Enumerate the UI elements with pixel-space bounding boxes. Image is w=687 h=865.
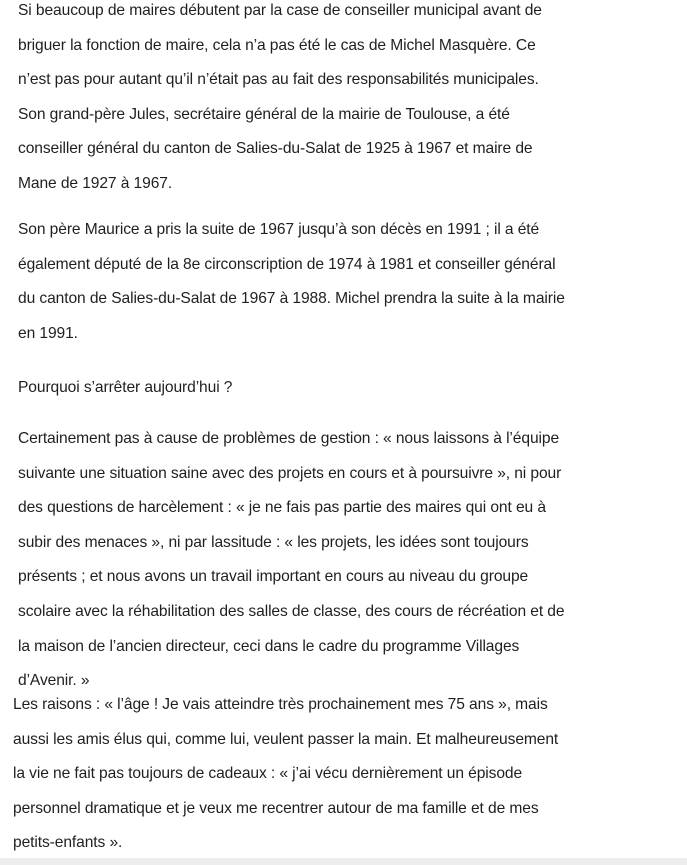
text-line: scolaire avec la réhabilitation des salles de classe, des cours de récréation et de (18, 602, 565, 620)
text-line: Pourquoi s’arrêter aujourd’hui ? (18, 379, 233, 396)
text-line: aussi les amis élus qui, comme lui, veulent passer la main. Et malheureusement (13, 730, 559, 748)
text-line: Les raisons : « l’âge ! Je vais atteindre très prochainement mes 75 ans », mais (13, 696, 548, 713)
paragraph-family-history (18, 0, 542, 202)
text-line: des questions de harcèlement : « je ne fais pas partie des maires qui ont eu à (18, 499, 546, 517)
text-line: Son père Maurice a pris la suite de 1967 jusqu’à son décès en 1991 ; il a été (18, 221, 540, 238)
text-line: suivante une situation saine avec des projets en cours et à poursuivre », ni pour (18, 464, 562, 482)
text-line: la maison de l’ancien directeur, ceci dans le cadre du programme Villages (18, 637, 520, 655)
text-line: Certainement pas à cause de problèmes de gestion : « nous laissons à l’équipe (18, 430, 560, 447)
text-line: conseiller général du canton de Salies-du-Salat de 1925 à 1967 et maire de (18, 140, 533, 158)
text-line: la vie ne fait pas toujours de cadeaux : « j’ai vécu dernièrement un épisode (13, 765, 523, 783)
paragraph-not-management (18, 422, 564, 699)
text-line: également député de la 8e circonscription de 1974 à 1981 et conseiller général (18, 255, 556, 273)
paragraph-father-succession (18, 213, 565, 351)
text-line: petits-enfants ». (13, 834, 123, 852)
text-line: Si beaucoup de maires débutent par la case de conseiller municipal avant de (18, 2, 542, 19)
text-line: présents ; et nous avons un travail important en cours au niveau du groupe (18, 568, 529, 586)
text-line: en 1991. (18, 324, 78, 342)
paragraph-reasons (13, 688, 558, 861)
text-line: briguer la fonction de maire, cela n’a pas été le cas de Michel Masquère. Ce (18, 36, 536, 54)
text-line: subir des menaces », ni par lassitude : « les projets, les idées sont toujours (18, 533, 529, 551)
text-line: Mane de 1927 à 1967. (18, 174, 173, 192)
paragraph-question-heading (18, 371, 232, 406)
text-line: d’Avenir. » (18, 672, 90, 690)
text-line: du canton de Salies-du-Salat de 1967 à 1988. Michel prendra la suite à la mairie (18, 290, 565, 308)
text-line: personnel dramatique et je veux me recentrer autour de ma famille et de mes (13, 799, 539, 817)
bottom-divider (0, 858, 687, 865)
text-line: n’est pas pour autant qu’il n’était pas au fait des responsabilités municipales. (18, 71, 539, 89)
text-line: Son grand-père Jules, secrétaire général de la mairie de Toulouse, a été (18, 105, 510, 123)
